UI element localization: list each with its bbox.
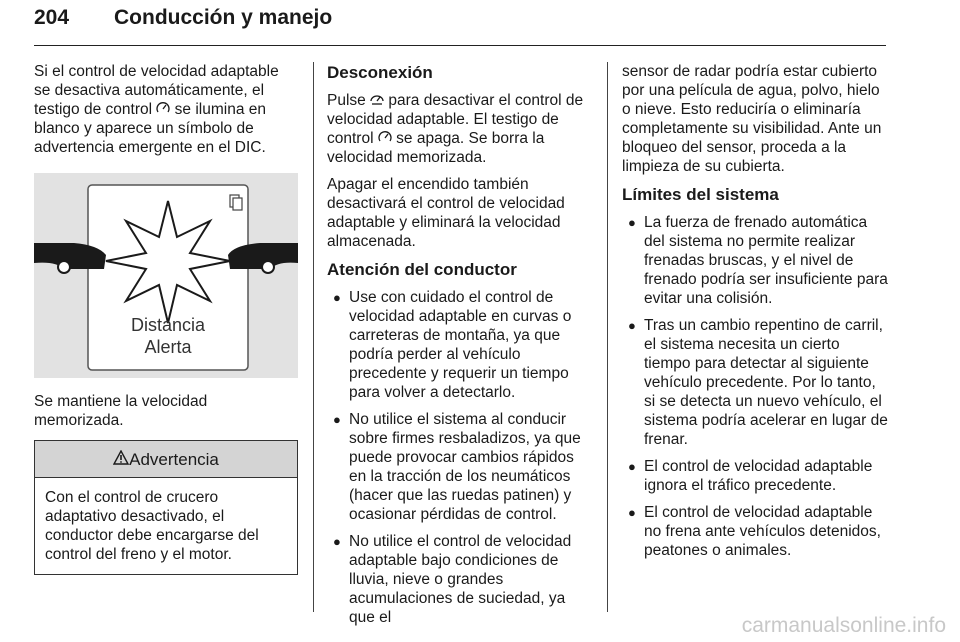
column-divider-1 [313, 62, 314, 612]
column-3 [622, 62, 888, 568]
warning-title: Advertencia [129, 449, 219, 469]
bullet-glyph: ● [333, 290, 341, 305]
paragraph-auto-deactivation: Si el control de velocidad adaptable se desactiva automáticamente, el testigo de control se ilumina en blanco y aparece un símbolo de advertencia emergente en el DIC. [34, 63, 279, 156]
heading-disconnection: Desconexión [327, 63, 433, 82]
section-title: Conducción y manejo [114, 6, 333, 29]
list-item: ● El control de velocidad adaptable ignora el tráfico precedente. [628, 458, 873, 494]
column-2 [327, 62, 591, 635]
system-limits-list [622, 213, 888, 560]
column-1 [34, 62, 298, 575]
paragraph-ignition-off: Apagar el encendido también desactivará el control de velocidad adaptable y eliminará la velocidad almacenada. [327, 176, 565, 250]
list-item: ● Tras un cambio repentino de carril, el sistema necesita un cierto tiempo para detectar al siguiente vehículo precedente. Por lo tanto, si se detecta un nuevo vehículo, el sistema podría acelerar en lugar de frenar. [628, 317, 888, 448]
heading-system-limits: Límites del sistema [622, 185, 779, 204]
heading-driver-attention: Atención del conductor [327, 260, 517, 279]
figure-label-line1: Distancia [130, 315, 206, 335]
bullet-glyph: ● [628, 318, 636, 333]
cruise-cancel-button-icon [370, 91, 384, 110]
page-header [34, 6, 886, 42]
header-divider [34, 45, 886, 46]
warning-triangle-icon [113, 450, 129, 469]
bullet-glyph: ● [628, 215, 636, 230]
bullet-glyph: ● [333, 534, 341, 549]
paragraph-radar-sensor: sensor de radar podría estar cubierto por una película de agua, polvo, hielo o nieve. Esto reduciría o eliminaría completamente su visibilidad. Ante un bloqueo del sensor, proceda a la limpieza de su cubierta. [622, 63, 882, 175]
cruise-control-indicator-icon [378, 129, 392, 148]
car-left-icon [34, 243, 106, 273]
cruise-control-indicator-icon [156, 100, 170, 119]
paragraph-speed-kept: Se mantiene la velocidad memorizada. [34, 393, 208, 429]
figure-label-line2: Alerta [144, 337, 192, 357]
warning-header [35, 441, 297, 478]
column-divider-2 [607, 62, 608, 612]
bullet-glyph: ● [333, 412, 341, 427]
bullet-glyph: ● [628, 459, 636, 474]
list-item: ● No utilice el sistema al conducir sobre firmes resbaladizos, ya que puede provocar cambios rápidos en la tracción de los neumáticos (hacer que las ruedas patinen) y ocasionar pérdidas de control. [333, 411, 581, 523]
car-right-icon [228, 243, 298, 273]
list-item: ● No utilice el control de velocidad adaptable bajo condiciones de lluvia, nieve o grandes acumulaciones de suciedad, ya que el [333, 533, 572, 626]
list-item: ● La fuerza de frenado automática del sistema no permite realizar frenadas bruscas, y el nivel de frenado podría ser insuficiente para evitar una colisión. [628, 214, 888, 307]
list-item: ● Use con cuidado el control de velocidad adaptable en curvas o carreteras de montaña, ya que podría perder al vehículo precedente y requerir un tiempo para volver a detectarlo. [333, 289, 572, 401]
bullet-glyph: ● [628, 505, 636, 520]
driver-attention-list [327, 288, 591, 627]
watermark: carmanualsonline.info [741, 614, 946, 637]
warning-box [34, 440, 298, 575]
page-number: 204 [34, 6, 70, 29]
paragraph-disconnection: Pulse para desactivar el control de velocidad adaptable. El testigo de control se apaga. Se borra la velocidad memorizada. [327, 92, 584, 166]
list-item: ● El control de velocidad adaptable no frena ante vehículos detenidos, peatones o animales. [628, 504, 881, 559]
distance-alert-figure [34, 173, 298, 378]
warning-body: Con el control de crucero adaptativo desactivado, el conductor debe encargarse del control del freno y el motor. [45, 489, 259, 563]
